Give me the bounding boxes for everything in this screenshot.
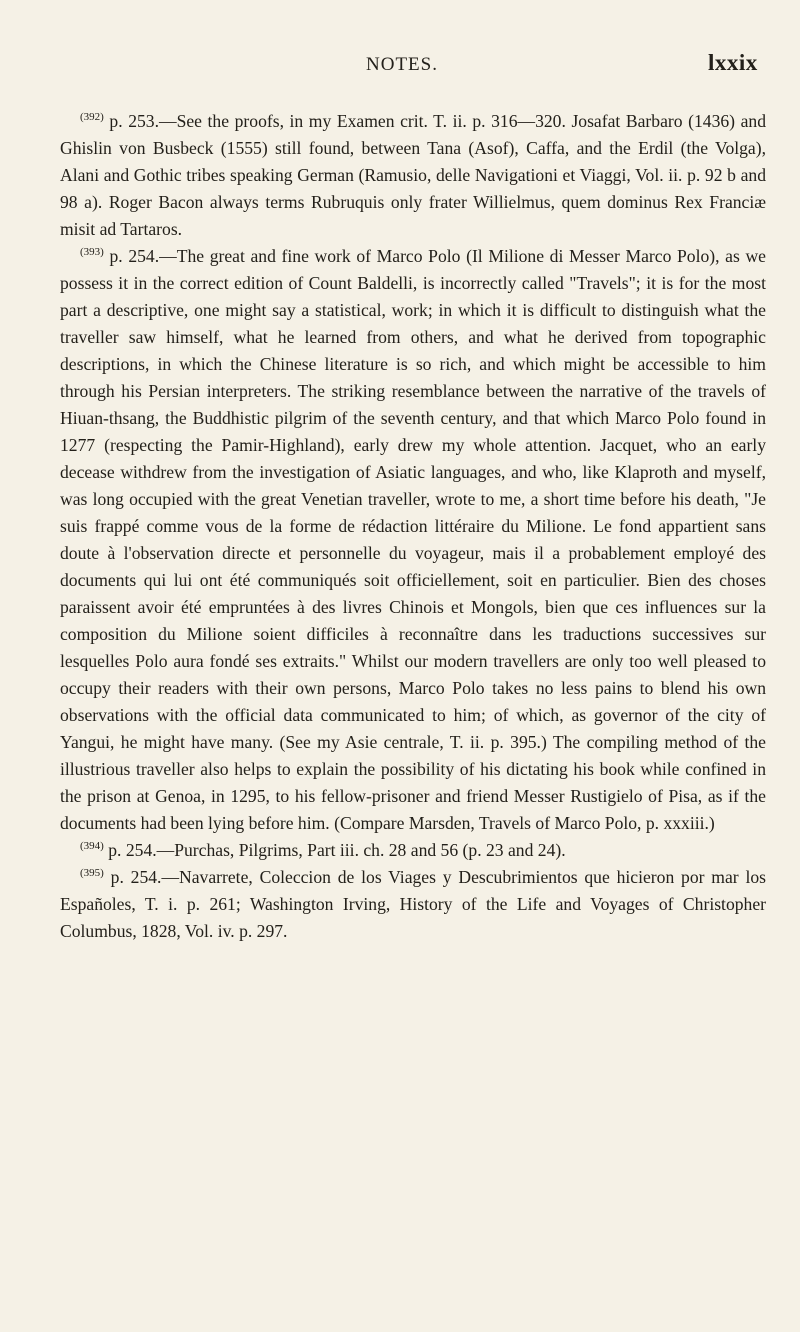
footnote-text: p. 254.—The great and fine work of Marco Polo (Il Milione di Messer Marco Polo), as we possess it in the correct edition of Count Baldelli, is incorrectly called "Travels"; it is for the most part a descriptive, one might say a statistical, work; in which it is difficult to distinguish what the traveller saw himself, what he learned from others, and what he derived from topographic descriptions, in which the Chinese literature is so rich, and which might be accessible to him through his Persian interpreters. The striking resemblance between the narrative of the travels of Hiuan-thsang, the Buddhistic pilgrim of the seventh century, and that which Marco Polo found in 1277 (respecting the Pamir-Highland), early drew my whole attention. Jacquet, who an early decease withdrew from the investigation of Asiatic languages, and who, like Klaproth and myself, was long occupied with the great Venetian traveller, wrote to me, a short time before his death, "Je suis frappé comme vous de la forme de rédaction littéraire du Milione. Le fond appartient sans doute à l'observation directe et personnelle du voyageur, mais il a probablement employé des documents qui lui ont été communiqués soit officiellement, soit en particulier. Bien des choses paraissent avoir été empruntées à des livres Chinois et Mongols, bien que ces influences sur la composition du Milione soient difficiles à reconnaître dans les traductions successives sur lesquelles Polo aura fondé ses extraits." Whilst our modern travellers are only too well pleased to occupy their readers with their own persons, Marco Polo takes no less pains to blend his own observations with the official data communicated to him; of which, as governor of the city of Yangui, he might have many. (See my Asie centrale, T. ii. p. 395.) The compiling method of the illustrious traveller also helps to explain the possibility of his dictating his book while confined in the prison at Genoa, in 1295, to his fellow-prisoner and friend Messer Rustigielo of Pisa, as if the documents had been lying before him. (Compare Marsden, Travels of Marco Polo, p. xxxiii.) — [60, 246, 766, 833]
footnote-number-value: 394 — [83, 840, 101, 853]
footnote-text: p. 253.—See the proofs, in my Examen crit. T. ii. p. 316—320. Josafat Barbaro (1436) and Ghislin von Busbeck (1555) still found, between Tana (Asof), Caffa, and the Erdil (the Volga), Alani and Gothic tribes speaking German (Ramusio, delle Navigationi et Viaggi, Vol. ii. p. 92 b and 98 a). Roger Bacon always terms Rubruquis only frater Willielmus, quem dominus Rex Franciæ misit ad Tartaros. — [60, 111, 766, 239]
footnote-392 — [60, 108, 766, 243]
footnote-text: p. 254.—Purchas, Pilgrims, Part iii. ch. 28 and 56 (p. 23 and 24). — [108, 840, 566, 860]
footnote-number: (394) — [80, 840, 104, 853]
footnote-number-value: 393 — [83, 246, 101, 259]
running-head — [0, 40, 800, 80]
footnote-number: (395) — [80, 867, 104, 880]
footnote-393 — [60, 243, 766, 837]
footnote-number: (392) — [80, 111, 104, 124]
footnote-number-value: 392 — [83, 111, 101, 124]
footnote-395 — [60, 864, 766, 945]
footnote-number-value: 395 — [83, 867, 101, 880]
running-title: NOTES. — [366, 54, 438, 75]
footnote-text: p. 254.—Navarrete, Coleccion de los Viages y Descubrimientos que hicieron por mar los Españoles, T. i. p. 261; Washington Irving, History of the Life and Voyages of Christopher Columbus, 1828, Vol. iv. p. 297. — [60, 867, 766, 941]
footnote-number: (393) — [80, 246, 104, 259]
footnote-394 — [60, 837, 766, 864]
notes-body — [60, 108, 766, 945]
page-number: lxxix — [708, 50, 758, 75]
